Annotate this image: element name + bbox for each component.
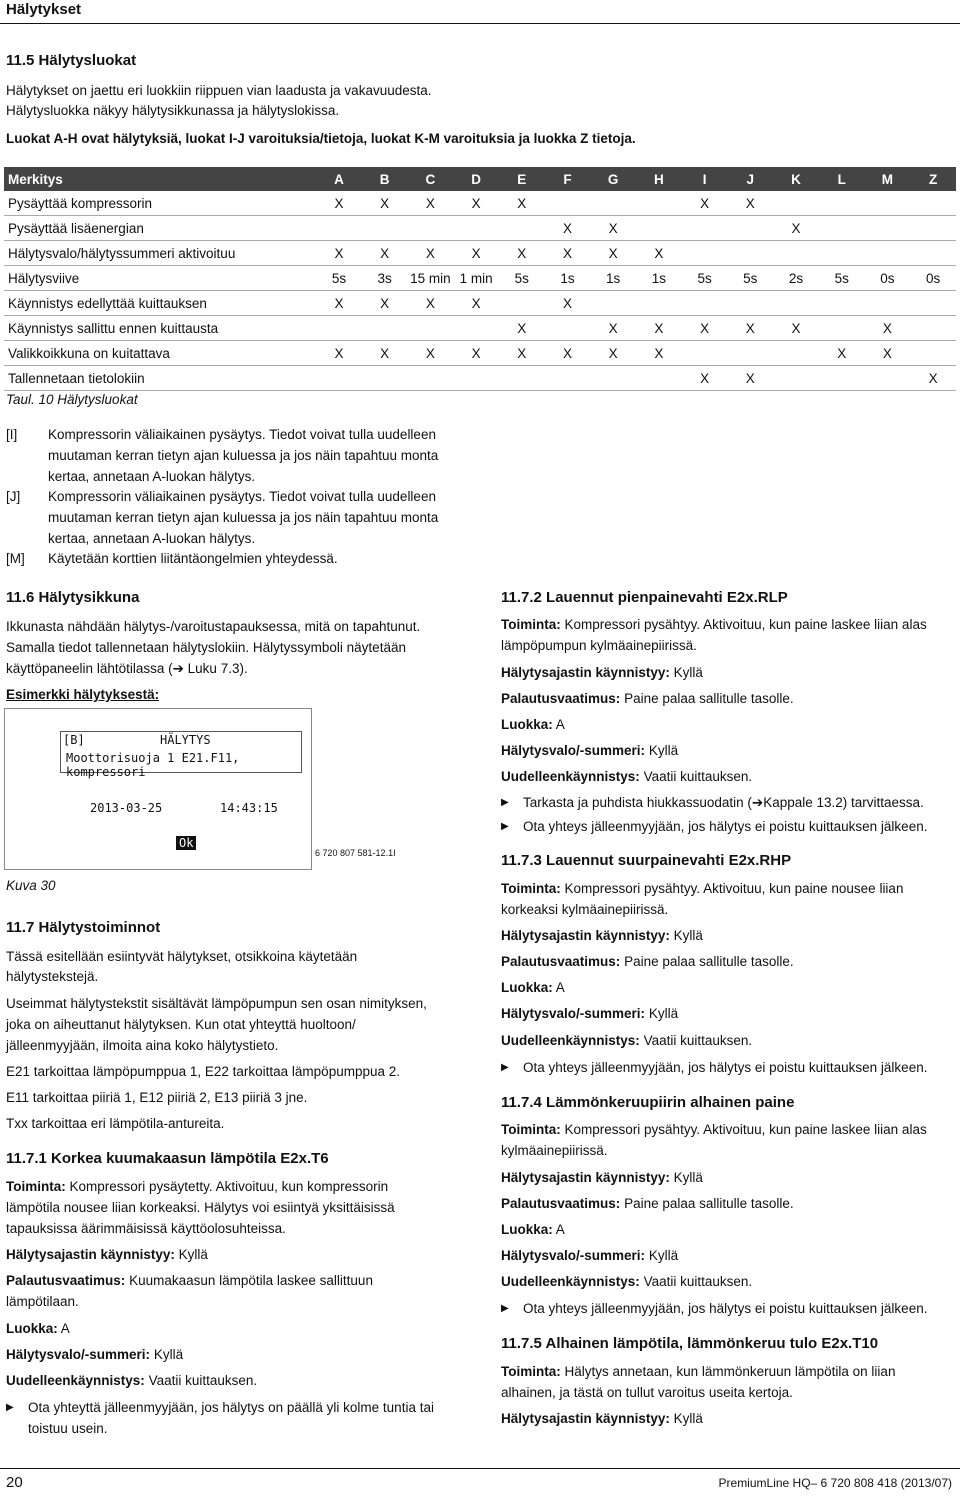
table-row	[4, 241, 956, 266]
table-cell	[590, 366, 636, 391]
table-cell	[499, 366, 545, 391]
column-header-class: A	[316, 167, 362, 191]
table-cell: X	[499, 341, 545, 366]
table-cell: X	[316, 191, 362, 216]
table-cell: 5s	[499, 266, 545, 291]
field-toiminta: Toiminta: Kompressori pysähtyy. Aktivoituu, kun paine laskee liian alas	[501, 1122, 927, 1137]
table-cell: X	[727, 366, 773, 391]
lcd-date: 2013-03-25	[90, 801, 163, 815]
row-label: Pysäyttää lisäenergian	[4, 216, 316, 241]
table-cell	[727, 241, 773, 266]
table-cell: X	[499, 316, 545, 341]
field-palautus: Palautusvaatimus: Paine palaa sallitulle tasolle.	[501, 691, 794, 706]
table-cell: 5s	[316, 266, 362, 291]
field-palautus: Palautusvaatimus: Kuumakaasun lämpötila laskee sallittuun	[6, 1273, 373, 1288]
table-row	[4, 191, 956, 216]
table-cell: X	[453, 241, 499, 266]
table-cell: X	[865, 341, 911, 366]
table-cell: X	[499, 241, 545, 266]
table-cell: 0s	[865, 266, 911, 291]
field-kaynnistyy: Hälytysajastin käynnistyy: Kyllä	[501, 928, 703, 943]
table-cell: X	[636, 316, 682, 341]
table-body	[4, 191, 956, 391]
header-rule	[0, 23, 960, 24]
table-cell	[910, 341, 956, 366]
field-uudelleen: Uudelleenkäynnistys: Vaatii kuittauksen.	[501, 1274, 753, 1289]
table-cell	[636, 191, 682, 216]
table-cell: X	[408, 191, 454, 216]
table-row	[4, 266, 956, 291]
column-header-class: G	[590, 167, 636, 191]
note-line: Kompressorin väliaikainen pysäytys. Tiedot voivat tulla uudelleen	[48, 427, 436, 442]
table-cell: X	[316, 341, 362, 366]
column-header-class: Z	[910, 167, 956, 191]
table-row	[4, 341, 956, 366]
column-header-class: H	[636, 167, 682, 191]
table-cell: X	[545, 291, 591, 316]
table-cell	[865, 191, 911, 216]
row-label: Valikkoikkuna on kuitattava	[4, 341, 316, 366]
intro-line-1: Hälytykset on jaettu eri luokkiin riippuen vian laadusta ja vakavuudesta.	[6, 83, 432, 98]
table-cell	[316, 366, 362, 391]
table-cell	[545, 366, 591, 391]
table-row	[4, 316, 956, 341]
field-summeri: Hälytysvalo/-summeri: Kyllä	[6, 1347, 184, 1362]
row-label: Pysäyttää kompressorin	[4, 191, 316, 216]
table-cell	[636, 216, 682, 241]
field-summeri: Hälytysvalo/-summeri: Kyllä	[501, 1248, 679, 1263]
field-uudelleen: Uudelleenkäynnistys: Vaatii kuittauksen.	[6, 1373, 258, 1388]
table-cell	[453, 316, 499, 341]
para: korkeaksi kylmäainepiirissä.	[501, 902, 669, 917]
lcd-display	[60, 729, 306, 849]
table-cell: 1s	[545, 266, 591, 291]
note-line: Kompressorin väliaikainen pysäytys. Tiedot voivat tulla uudelleen	[48, 489, 436, 504]
table-cell	[773, 241, 819, 266]
bullet-triangle-icon: ▶	[6, 1402, 14, 1413]
table-cell: 0s	[910, 266, 956, 291]
field-luokka: Luokka: A	[6, 1321, 70, 1336]
table-cell: X	[590, 316, 636, 341]
page-number: 20	[6, 1474, 23, 1491]
table-cell: 15 min	[408, 266, 454, 291]
heading-11-7-1: 11.7.1 Korkea kuumakaasun lämpötila E2x.T6	[6, 1150, 329, 1167]
para: E21 tarkoittaa lämpöpumppua 1, E22 tarkoittaa lämpöpumppua 2.	[6, 1064, 400, 1079]
row-label: Hälytysvalo/hälytyssummeri aktivoituu	[4, 241, 316, 266]
intro-line-2: Hälytysluokka näkyy hälytysikkunassa ja hälytyslokissa.	[6, 103, 340, 118]
table-cell	[499, 291, 545, 316]
field-kaynnistyy: Hälytysajastin käynnistyy: Kyllä	[6, 1247, 208, 1262]
table-cell	[408, 216, 454, 241]
footer-rule	[0, 1468, 960, 1469]
table-cell: X	[910, 366, 956, 391]
table-cell	[362, 316, 408, 341]
heading-11-7-2: 11.7.2 Lauennut pienpainevahti E2x.RLP	[501, 589, 788, 606]
heading-11-7: 11.7 Hälytystoiminnot	[6, 919, 161, 936]
table-cell: X	[453, 291, 499, 316]
para: hälytystekstejä.	[6, 969, 99, 984]
table-cell: 3s	[362, 266, 408, 291]
table-cell: X	[590, 216, 636, 241]
table-cell: X	[316, 291, 362, 316]
table-cell	[819, 366, 865, 391]
table-cell	[499, 216, 545, 241]
table-cell	[727, 216, 773, 241]
table-cell	[408, 316, 454, 341]
column-header-class: E	[499, 167, 545, 191]
bullet-triangle-icon: ▶	[501, 797, 509, 808]
table-cell: X	[316, 241, 362, 266]
column-header-class: C	[408, 167, 454, 191]
lcd-message: Moottorisuoja 1 E21.F11, kompressori	[66, 751, 240, 779]
table-cell: X	[590, 341, 636, 366]
table-cell: X	[362, 291, 408, 316]
column-header-class: D	[453, 167, 499, 191]
table-cell: X	[819, 341, 865, 366]
table-cell	[727, 291, 773, 316]
field-summeri: Hälytysvalo/-summeri: Kyllä	[501, 1006, 679, 1021]
table-cell	[865, 291, 911, 316]
table-cell: 2s	[773, 266, 819, 291]
table-cell	[819, 191, 865, 216]
note-key: [J]	[6, 489, 21, 504]
para: lämpötila nousee liian korkeaksi. Hälytys voi esiintyä yksittäisissä	[6, 1200, 395, 1215]
para: Useimmat hälytystekstit sisältävät lämpöpumpun sen osan nimityksen,	[6, 996, 427, 1011]
table-cell	[910, 241, 956, 266]
column-header-class: L	[819, 167, 865, 191]
table-cell	[819, 216, 865, 241]
field-kaynnistyy: Hälytysajastin käynnistyy: Kyllä	[501, 1170, 703, 1185]
table-cell	[316, 216, 362, 241]
table-cell: X	[636, 341, 682, 366]
row-label: Käynnistys sallittu ennen kuittausta	[4, 316, 316, 341]
bullet-triangle-icon: ▶	[501, 1303, 509, 1314]
table-header-row	[4, 167, 956, 191]
bullet-triangle-icon: ▶	[501, 821, 509, 832]
figure-caption: Kuva 30	[6, 878, 56, 893]
class-summary: Luokat A-H ovat hälytyksiä, luokat I-J varoituksia/tietoja, luokat K-M varoituksia ja luokka Z tietoja.	[6, 131, 636, 146]
table-row	[4, 291, 956, 316]
field-kaynnistyy: Hälytysajastin käynnistyy: Kyllä	[501, 665, 703, 680]
field-toiminta: Toiminta: Kompressori pysähtyy. Aktivoituu, kun paine nousee liian	[501, 881, 904, 896]
alarm-window-figure	[4, 708, 312, 870]
table-cell	[636, 366, 682, 391]
note-key: [I]	[6, 427, 18, 442]
table-cell: X	[362, 241, 408, 266]
lcd-time: 14:43:15	[220, 801, 278, 815]
field-toiminta: Toiminta: Hälytys annetaan, kun lämmönkeruun lämpötila on liian	[501, 1364, 896, 1379]
lcd-ok-button[interactable]: Ok	[176, 836, 196, 850]
para: lämpötilaan.	[6, 1294, 79, 1309]
table-cell	[910, 216, 956, 241]
table-cell: 1s	[590, 266, 636, 291]
bullet-triangle-icon: ▶	[501, 1062, 509, 1073]
table-row	[4, 366, 956, 391]
table-cell: X	[499, 191, 545, 216]
para: tapauksissa äärimmäisissä käyttöolosuhteissa.	[6, 1221, 286, 1236]
table-cell: X	[453, 191, 499, 216]
table-cell	[408, 366, 454, 391]
table-cell	[590, 291, 636, 316]
field-toiminta: Toiminta: Kompressori pysäytetty. Aktivoituu, kun kompressorin	[6, 1179, 389, 1194]
table-cell: X	[590, 241, 636, 266]
alarm-class-table	[4, 167, 956, 391]
table-cell: X	[773, 316, 819, 341]
field-luokka: Luokka: A	[501, 717, 565, 732]
table-cell	[910, 191, 956, 216]
table-caption: Taul. 10 Hälytysluokat	[6, 392, 138, 407]
note-line: muutaman kerran tietyn ajan kuluessa ja jos näin tapahtuu monta	[48, 510, 439, 525]
table-cell: X	[545, 216, 591, 241]
table-cell: 5s	[682, 266, 728, 291]
table-cell	[682, 216, 728, 241]
para: lämpöpumpun kylmäainepiirissä.	[501, 638, 697, 653]
note-line: Käytetään korttien liitäntäongelmien yhteydessä.	[48, 551, 338, 566]
table-cell	[362, 216, 408, 241]
para: E11 tarkoittaa piiriä 1, E12 piiriä 2, E13 piiriä 3 jne.	[6, 1090, 308, 1105]
table-cell	[682, 291, 728, 316]
page-header	[0, 0, 960, 24]
para: kylmäainepiirissä.	[501, 1143, 608, 1158]
field-uudelleen: Uudelleenkäynnistys: Vaatii kuittauksen.	[501, 1033, 753, 1048]
table-cell	[865, 366, 911, 391]
table-cell	[545, 191, 591, 216]
table-cell	[910, 316, 956, 341]
para: käyttöpaneelin lähtötilassa (➔ Luku 7.3).	[6, 661, 248, 676]
field-palautus: Palautusvaatimus: Paine palaa sallitulle tasolle.	[501, 1196, 794, 1211]
table-cell: X	[408, 341, 454, 366]
table-cell: X	[682, 316, 728, 341]
table-cell	[316, 316, 362, 341]
row-label: Käynnistys edellyttää kuittauksen	[4, 291, 316, 316]
table-cell: 1 min	[453, 266, 499, 291]
field-luokka: Luokka: A	[501, 1222, 565, 1237]
field-palautus: Palautusvaatimus: Paine palaa sallitulle tasolle.	[501, 954, 794, 969]
heading-11-6: 11.6 Hälytysikkuna	[6, 589, 140, 606]
table-cell	[773, 341, 819, 366]
table-cell: X	[408, 241, 454, 266]
column-header-class: J	[727, 167, 773, 191]
table-cell	[819, 316, 865, 341]
field-kaynnistyy: Hälytysajastin käynnistyy: Kyllä	[501, 1411, 703, 1426]
table-cell	[865, 216, 911, 241]
heading-11-7-5: 11.7.5 Alhainen lämpötila, lämmönkeruu tulo E2x.T10	[501, 1335, 879, 1352]
column-header-class: F	[545, 167, 591, 191]
heading-11-5: 11.5 Hälytysluokat	[6, 52, 137, 69]
table-cell	[590, 191, 636, 216]
note-line: kertaa, annetaan A-luokan hälytys.	[48, 531, 256, 546]
header-title: Hälytykset	[6, 1, 82, 18]
table-cell	[636, 291, 682, 316]
field-uudelleen: Uudelleenkäynnistys: Vaatii kuittauksen.	[501, 769, 753, 784]
heading-11-7-4: 11.7.4 Lämmönkeruupiirin alhainen paine	[501, 1094, 795, 1111]
para: Txx tarkoittaa eri lämpötila-antureita.	[6, 1116, 225, 1131]
table-cell: X	[636, 241, 682, 266]
table-cell	[773, 291, 819, 316]
table-cell	[682, 241, 728, 266]
table-cell	[682, 341, 728, 366]
table-cell: X	[865, 316, 911, 341]
table-cell	[910, 291, 956, 316]
table-cell: X	[727, 191, 773, 216]
table-cell	[773, 191, 819, 216]
field-toiminta: Toiminta: Kompressori pysähtyy. Aktivoituu, kun paine laskee liian alas	[501, 617, 927, 632]
column-header-class: I	[682, 167, 728, 191]
para: alhainen, ja tästä on tullut varoitus useita kertoja.	[501, 1385, 793, 1400]
column-header-merkitys: Merkitys	[4, 167, 316, 191]
row-label: Tallennetaan tietolokiin	[4, 366, 316, 391]
table-cell	[453, 216, 499, 241]
table-cell	[545, 316, 591, 341]
row-label: Hälytysviive	[4, 266, 316, 291]
table-cell: 5s	[819, 266, 865, 291]
document-id: PremiumLine HQ– 6 720 808 418 (2013/07)	[718, 1476, 952, 1490]
note-key: [M]	[6, 551, 25, 566]
table-cell	[865, 241, 911, 266]
table-cell: X	[682, 366, 728, 391]
field-luokka: Luokka: A	[501, 980, 565, 995]
table-cell: X	[545, 341, 591, 366]
table-row	[4, 216, 956, 241]
table-cell: X	[362, 191, 408, 216]
lcd-title: HÄLYTYS	[160, 733, 211, 747]
field-summeri: Hälytysvalo/-summeri: Kyllä	[501, 743, 679, 758]
note-line: kertaa, annetaan A-luokan hälytys.	[48, 469, 256, 484]
para: Tässä esitellään esiintyvät hälytykset, otsikkoina käytetään	[6, 949, 358, 964]
table-cell	[453, 366, 499, 391]
table-cell: 5s	[727, 266, 773, 291]
table-cell: X	[773, 216, 819, 241]
table-cell	[819, 291, 865, 316]
table-cell: X	[727, 316, 773, 341]
column-header-class: M	[865, 167, 911, 191]
table-cell: X	[682, 191, 728, 216]
table-cell	[362, 366, 408, 391]
para: joka on aiheuttanut hälytyksen. Kun otat yhteyttä huoltoon/	[6, 1017, 356, 1032]
table-cell	[819, 241, 865, 266]
para: Samalla tiedot tallennetaan hälytyslokiin. Hälytyssymboli näytetään	[6, 640, 406, 655]
table-cell: X	[408, 291, 454, 316]
table-cell: X	[362, 341, 408, 366]
table-cell	[727, 341, 773, 366]
note-line: muutaman kerran tietyn ajan kuluessa ja jos näin tapahtuu monta	[48, 448, 439, 463]
example-label: Esimerkki hälytyksestä:	[6, 687, 160, 702]
lcd-class-tag: [B]	[63, 733, 85, 747]
column-header-class: K	[773, 167, 819, 191]
column-header-class: B	[362, 167, 408, 191]
table-cell: 1s	[636, 266, 682, 291]
table-cell	[773, 366, 819, 391]
para: jälleenmyyjään, ilmoita aina koko hälytystieto.	[6, 1038, 279, 1053]
table-cell: X	[545, 241, 591, 266]
heading-11-7-3: 11.7.3 Lauennut suurpainevahti E2x.RHP	[501, 852, 792, 869]
para: Ikkunasta nähdään hälytys-/varoitustapauksessa, mitä on tapahtunut.	[6, 619, 421, 634]
table-cell: X	[453, 341, 499, 366]
figure-code: 6 720 807 581-12.1I	[315, 848, 396, 858]
